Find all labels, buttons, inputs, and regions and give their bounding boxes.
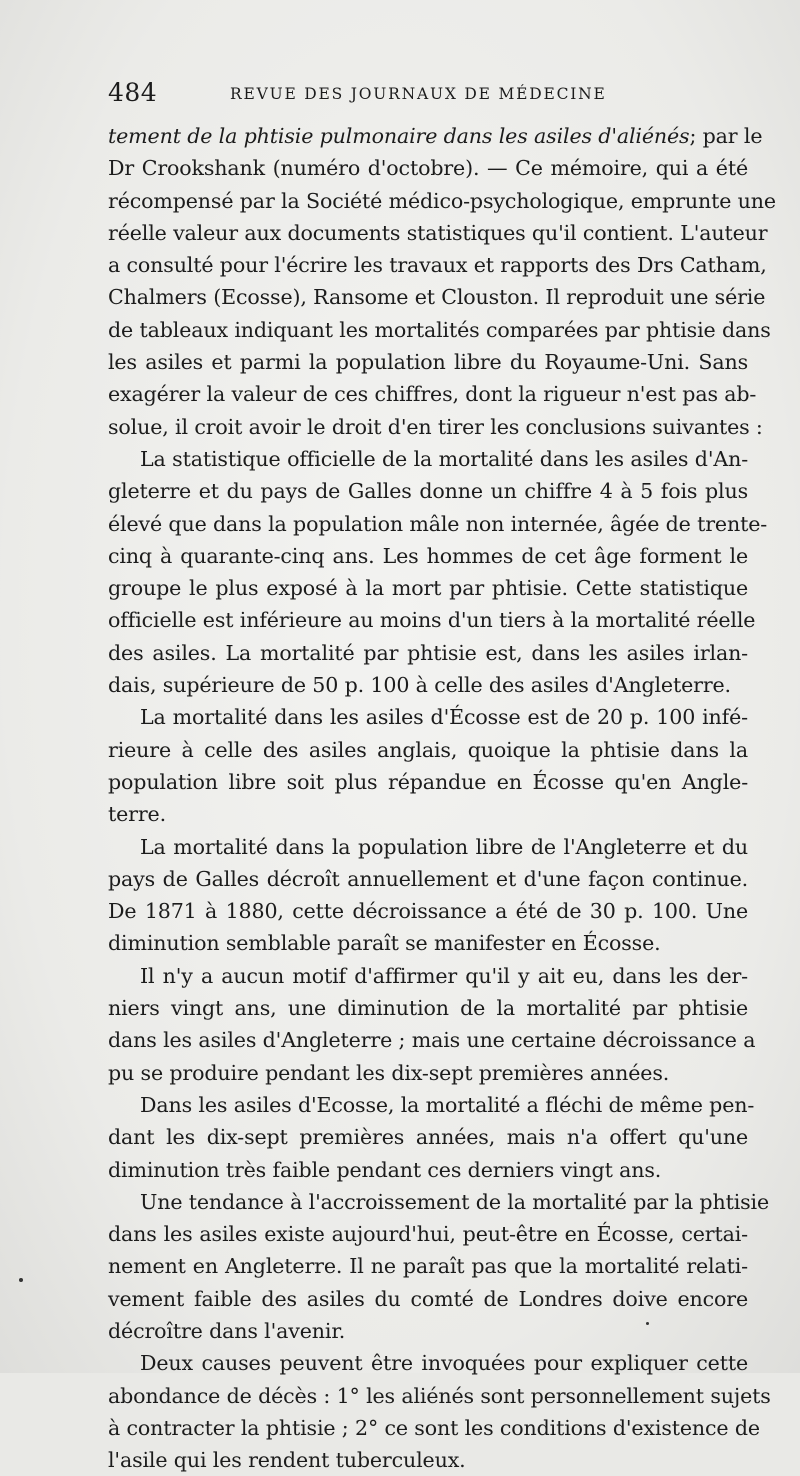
text-line: vement faible des asiles du comté de Londres doive encore [108, 1286, 748, 1311]
text-line: solue, il croit avoir le droit d'en tirer les conclusions suivantes : [108, 414, 763, 439]
text-line: population libre soit plus répandue en Écosse qu'en Angle- [108, 769, 748, 794]
text-line: diminution très faible pendant ces derniers vingt ans. [108, 1157, 662, 1182]
text-line: dans les asiles existe aujourd'hui, peut-être en Écosse, certai- [108, 1222, 748, 1247]
text-line: La statistique officielle de la mortalité dans les asiles d'An- [140, 446, 748, 471]
text-line: officielle est inférieure au moins d'un tiers à la mortalité réelle [108, 608, 756, 633]
article-body [108, 120, 776, 1476]
text-line: La mortalité dans la population libre de l'Angleterre et du [140, 834, 748, 859]
text-line: diminution semblable paraît se manifester en Écosse. [108, 931, 661, 956]
text-line: dant les dix-sept premières années, mais n'a offert qu'une [108, 1125, 748, 1150]
text-line: élevé que dans la population mâle non internée, âgée de trente- [108, 511, 768, 536]
text-line: Deux causes peuvent être invoquées pour expliquer cette [140, 1351, 748, 1376]
ink-speck [646, 1322, 649, 1325]
text-line: les asiles et parmi la population libre du Royaume-Uni. Sans [108, 350, 748, 375]
text-line: l'asile qui les rendent tuberculeux. [108, 1448, 466, 1473]
text-line: des asiles. La mortalité par phtisie est, dans les asiles irlan- [108, 640, 748, 665]
text-line: pu se produire pendant les dix-sept premières années. [108, 1060, 670, 1085]
text-line: Dr Crookshank (numéro d'octobre). — Ce mémoire, qui a été [108, 156, 748, 181]
text-line: nement en Angleterre. Il ne paraît pas que la mortalité relati- [108, 1254, 748, 1279]
text-line: à contracter la phtisie ; 2° ce sont les conditions d'existence de [108, 1415, 760, 1440]
text-line: abondance de décès : 1° les aliénés sont personnellement sujets [108, 1383, 771, 1408]
text-line: niers vingt ans, une diminution de la mortalité par phtisie [108, 996, 748, 1021]
text-line: rieure à celle des asiles anglais, quoique la phtisie dans la [108, 737, 748, 762]
text-line: Une tendance à l'accroissement de la mortalité par la phtisie [140, 1189, 770, 1214]
text-line: de tableaux indiquant les mortalités comparées par phtisie dans [108, 317, 771, 342]
text-line: a consulté pour l'écrire les travaux et rapports des Drs Catham, [108, 253, 767, 278]
text-line: dais, supérieure de 50 p. 100 à celle des asiles d'Angleterre. [108, 673, 731, 698]
text-line: récompensé par la Société médico-psychologique, emprunte une [108, 188, 776, 213]
page-number: 484 [108, 78, 158, 107]
text-line: cinq à quarante-cinq ans. Les hommes de cet âge forment le [108, 543, 748, 568]
text-line: groupe le plus exposé à la mort par phtisie. Cette statistique [108, 576, 748, 601]
page-header [108, 78, 748, 114]
text-line: décroître dans l'avenir. [108, 1318, 346, 1343]
text-line: dans les asiles d'Angleterre ; mais une certaine décroissance a [108, 1028, 756, 1053]
text-line: pays de Galles décroît annuellement et d'une façon continue. [108, 866, 748, 891]
text-line: La mortalité dans les asiles d'Écosse est de 20 p. 100 infé- [140, 705, 748, 730]
text-line: exagérer la valeur de ces chiffres, dont la rigueur n'est pas ab- [108, 382, 757, 407]
text-line: Il n'y a aucun motif d'affirmer qu'il y ait eu, dans les der- [140, 963, 748, 988]
text-line: De 1871 à 1880, cette décroissance a été de 30 p. 100. Une [108, 899, 748, 924]
text-line: Dans les asiles d'Ecosse, la mortalité a fléchi de même pen- [140, 1092, 755, 1117]
text-line [108, 120, 763, 152]
text-line: Chalmers (Ecosse), Ransome et Clouston. Il reproduit une série [108, 285, 766, 310]
text-line: terre. [108, 802, 166, 827]
italic-title: tement de la phtisie pulmonaire dans les asiles d'aliénés [108, 124, 690, 148]
text-line-tail: ; par le [689, 124, 763, 148]
running-head: REVUE DES JOURNAUX DE MÉDECINE [230, 85, 607, 103]
text-line: gleterre et du pays de Galles donne un chiffre 4 à 5 fois plus [108, 479, 748, 504]
ink-speck [19, 1278, 23, 1282]
text-line: réelle valeur aux documents statistiques qu'il contient. L'auteur [108, 220, 768, 245]
